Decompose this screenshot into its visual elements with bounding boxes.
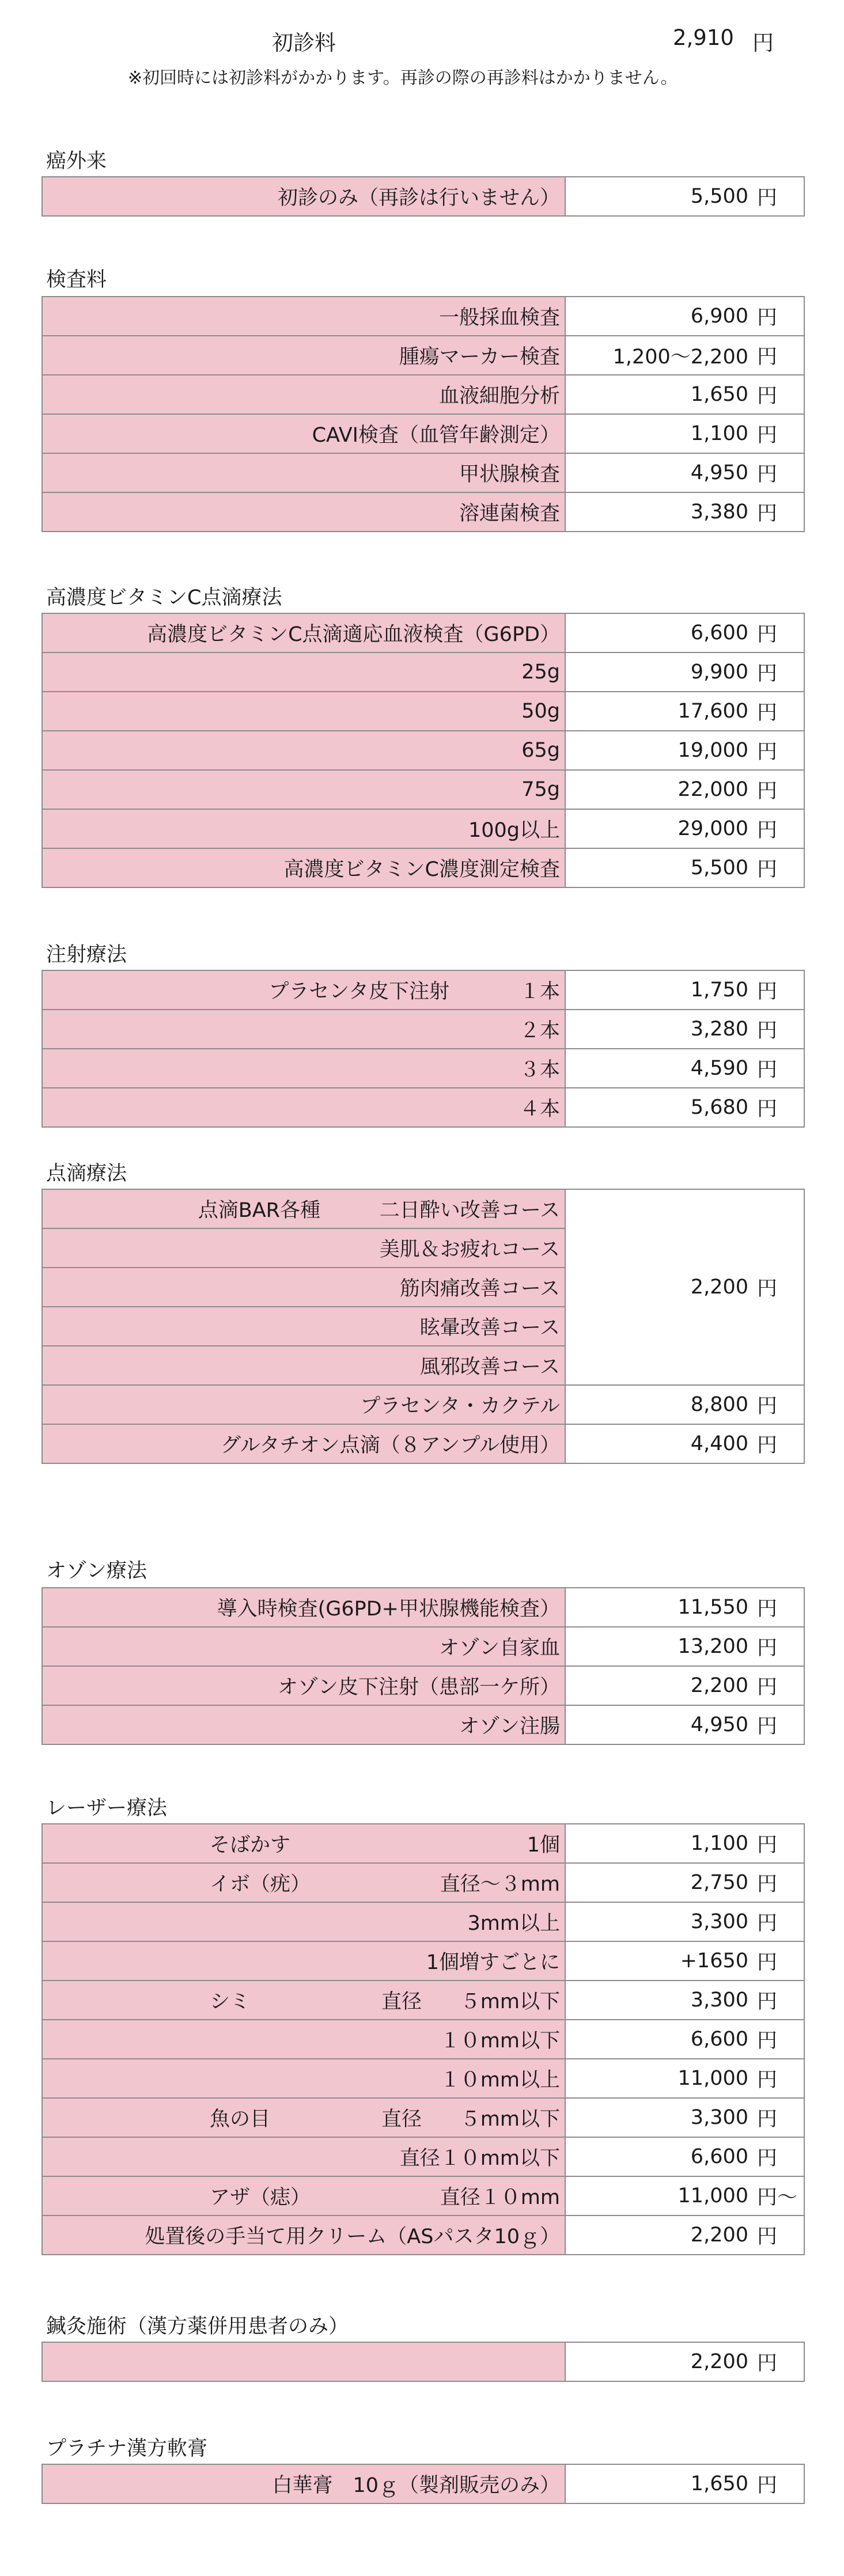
row-price	[565, 613, 804, 652]
price-unit: 円	[757, 1019, 778, 1042]
row-description	[42, 1863, 565, 1902]
laser-item: 魚の目	[210, 2108, 271, 2131]
table-row	[42, 1824, 804, 1863]
row-price	[565, 1385, 804, 1424]
row-description: 高濃度ビタミンC濃度測定検査	[42, 848, 565, 887]
table-row	[42, 1385, 804, 1424]
row-price	[565, 2464, 804, 2503]
price-unit: 円	[757, 502, 778, 525]
row-description: オゾン皮下注射（患部一ケ所）	[42, 1666, 565, 1705]
row-price	[565, 970, 804, 1010]
price-amount: 1,650	[690, 383, 748, 406]
table-row	[42, 1424, 804, 1463]
row-price	[565, 809, 804, 848]
price-unit: 円	[757, 1912, 778, 1935]
initial-fee-label: 初診料	[272, 31, 336, 55]
row-price	[565, 1088, 804, 1127]
row-price	[565, 453, 804, 492]
table-row	[42, 692, 804, 731]
row-price	[565, 1627, 804, 1666]
row-price	[565, 692, 804, 731]
table-vitamin-c	[41, 613, 805, 888]
price-unit: 円	[757, 1395, 778, 1418]
table-row	[42, 297, 804, 336]
price-amount: 6,600	[690, 2145, 748, 2168]
row-price	[565, 375, 804, 414]
price-amount: 5,500	[690, 856, 748, 879]
laser-spec: 直径１０mm	[440, 2186, 560, 2209]
row-description	[42, 1189, 565, 1228]
drip-course: 眩暈改善コース	[42, 1307, 565, 1346]
initial-fee-unit: 円	[752, 31, 774, 55]
table-row	[42, 2137, 804, 2176]
row-price	[565, 297, 804, 336]
table-row	[42, 1588, 804, 1627]
initial-fee-line	[0, 22, 844, 56]
row-description: 腫瘍マーカー検査	[42, 336, 565, 375]
price-unit: 円	[757, 819, 778, 842]
row-description	[42, 1824, 565, 1863]
price-unit: 円	[757, 1434, 778, 1457]
table-row	[42, 1941, 804, 1981]
table-row	[42, 848, 804, 887]
row-description: 一般採血検査	[42, 297, 565, 336]
price-unit: 円	[757, 2108, 778, 2131]
price-amount: 3,380	[690, 500, 748, 523]
initial-fee-note: ※初回時には初診料がかかります。再診の際の再診料はかかりません。	[128, 68, 678, 88]
price-unit: 円	[757, 1951, 778, 1974]
laser-spec: １０mm以下	[42, 2020, 565, 2059]
laser-spec: 1個増すごとに	[42, 1941, 565, 1981]
price-unit: 円〜	[757, 2186, 798, 2209]
price-unit: 円	[757, 1277, 778, 1300]
table-tests	[41, 296, 805, 532]
price-unit: 円	[757, 306, 778, 329]
price-amount: 2,200	[690, 2224, 748, 2247]
row-description: オゾン注腸	[42, 1705, 565, 1744]
table-row	[42, 375, 804, 414]
row-description	[42, 1010, 565, 1049]
table-injection	[41, 970, 805, 1128]
row-price	[565, 177, 804, 216]
price-amount: 1,650	[690, 2472, 748, 2495]
price-amount: 1,200〜2,200	[612, 346, 748, 369]
row-description	[42, 1049, 565, 1088]
price-amount: 1,100	[690, 1832, 748, 1855]
section-title-injection: 注射療法	[46, 943, 127, 966]
laser-spec: 直径〜３mm	[440, 1873, 560, 1896]
price-unit: 円	[757, 2147, 778, 2170]
row-description: 甲状腺検査	[42, 453, 565, 492]
price-amount: 17,600	[678, 700, 748, 723]
drip-course: 美肌＆お疲れコース	[42, 1228, 565, 1268]
price-unit: 円	[757, 2225, 778, 2248]
price-unit: 円	[757, 623, 778, 646]
price-amount: 3,300	[690, 2106, 748, 2129]
price-unit: 円	[757, 1098, 778, 1121]
table-laser	[41, 1823, 805, 2255]
row-price	[565, 652, 804, 692]
laser-spec: 3mm以上	[42, 1902, 565, 1941]
section-title-laser: レーザー療法	[46, 1797, 168, 1820]
table-ozone	[41, 1587, 805, 1745]
section-title-drip: 点滴療法	[46, 1162, 127, 1185]
laser-item: アザ（痣）	[210, 2186, 311, 2209]
row-price	[565, 770, 804, 809]
table-row	[42, 1981, 804, 2020]
price-amount: 3,280	[690, 1018, 748, 1041]
table-row	[42, 1666, 804, 1705]
table-row	[42, 492, 804, 532]
injection-count: １本	[519, 980, 560, 1003]
laser-item: イボ（疣）	[210, 1873, 311, 1896]
price-unit: 円	[757, 1834, 778, 1857]
price-amount: 22,000	[678, 778, 748, 801]
row-description: 50g	[42, 692, 565, 731]
price-amount: 5,500	[690, 185, 748, 208]
table-row	[42, 770, 804, 809]
price-unit: 円	[757, 2069, 778, 2092]
price-unit: 円	[757, 1990, 778, 2013]
row-price	[565, 1189, 804, 1385]
drip-course: 風邪改善コース	[42, 1346, 565, 1385]
table-row	[42, 1189, 804, 1228]
table-row	[42, 2464, 804, 2503]
laser-spec: 直径１０mm以下	[42, 2137, 565, 2176]
laser-prefix: 直径	[381, 1990, 422, 2013]
row-description: 65g	[42, 731, 565, 770]
table-row	[42, 1088, 804, 1127]
injection-count: ４本	[519, 1098, 560, 1121]
price-unit: 円	[757, 701, 778, 724]
laser-item: シミ	[210, 1990, 251, 2013]
row-price	[565, 414, 804, 453]
laser-spec: 処置後の手当て用クリーム（ASパスタ10ｇ）	[42, 2215, 565, 2255]
row-price	[565, 2059, 804, 2098]
price-unit: 円	[757, 385, 778, 408]
table-row	[42, 177, 804, 216]
price-amount: 3,300	[690, 1910, 748, 1933]
laser-item: そばかす	[210, 1834, 291, 1857]
price-amount: 2,200	[690, 1276, 748, 1299]
row-description	[42, 2342, 565, 2381]
row-description	[42, 1088, 565, 1127]
table-row	[42, 2098, 804, 2137]
price-amount: 4,590	[690, 1057, 748, 1080]
row-description: 初診のみ（再診は行いません）	[42, 177, 565, 216]
price-unit: 円	[757, 2352, 778, 2375]
row-description: グルタチオン点滴（８アンプル使用）	[42, 1424, 565, 1463]
table-row	[42, 1627, 804, 1666]
table-row	[42, 453, 804, 492]
section-title-vitamin-c: 高濃度ビタミンC点滴療法	[46, 586, 282, 609]
price-amount: 1,100	[690, 422, 748, 445]
price-unit: 円	[757, 662, 778, 685]
price-unit: 円	[757, 2474, 778, 2497]
price-amount: 4,950	[690, 461, 748, 484]
laser-spec: 1個	[527, 1834, 560, 1857]
section-title-acupuncture: 鍼灸施術（漢方薬併用患者のみ）	[46, 2315, 349, 2338]
laser-spec: １０mm以上	[42, 2059, 565, 2098]
table-row	[42, 2215, 804, 2255]
row-description: 高濃度ビタミンC点滴適応血液検査（G6PD）	[42, 613, 565, 652]
table-row	[42, 731, 804, 770]
row-price	[565, 2137, 804, 2176]
price-amount: 11,000	[678, 2067, 748, 2090]
price-unit: 円	[757, 1715, 778, 1738]
initial-fee-amount: 2,910	[673, 25, 734, 50]
row-price	[565, 492, 804, 532]
price-unit: 円	[757, 2029, 778, 2053]
row-price	[565, 1981, 804, 2020]
row-price	[565, 1424, 804, 1463]
section-title-cancer: 癌外来	[46, 150, 107, 173]
table-ointment	[41, 2464, 805, 2504]
injection-count: ２本	[519, 1019, 560, 1042]
table-row	[42, 1010, 804, 1049]
section-title-tests: 検査料	[46, 268, 107, 291]
price-unit: 円	[757, 1676, 778, 1699]
price-amount: 6,900	[690, 305, 748, 328]
price-unit: 円	[757, 1873, 778, 1896]
table-row	[42, 652, 804, 692]
section-title-ointment: プラチナ漢方軟膏	[46, 2437, 208, 2460]
price-unit: 円	[757, 1637, 778, 1660]
row-price	[565, 2176, 804, 2215]
row-price	[565, 2215, 804, 2255]
price-amount: 13,200	[678, 1635, 748, 1658]
row-description: 25g	[42, 652, 565, 692]
table-row	[42, 2059, 804, 2098]
row-price	[565, 336, 804, 375]
price-unit: 円	[757, 424, 778, 447]
table-row	[42, 1705, 804, 1744]
price-amount: 3,300	[690, 1989, 748, 2012]
row-price	[565, 2342, 804, 2381]
row-price	[565, 731, 804, 770]
price-unit: 円	[757, 463, 778, 486]
row-price	[565, 1824, 804, 1863]
drip-bar-label: 点滴BAR各種	[198, 1199, 320, 1222]
price-amount: 1,750	[690, 978, 748, 1001]
price-amount: 6,600	[690, 2028, 748, 2051]
price-unit: 円	[757, 346, 778, 369]
row-description	[42, 2176, 565, 2215]
price-amount: 4,400	[690, 1432, 748, 1455]
row-price	[565, 848, 804, 887]
row-price	[565, 2098, 804, 2137]
price-amount: 29,000	[678, 817, 748, 840]
table-row	[42, 1863, 804, 1902]
price-amount: 8,800	[690, 1393, 748, 1416]
laser-prefix: 直径	[381, 2108, 422, 2131]
price-amount: 2,750	[690, 1871, 748, 1894]
row-description	[42, 970, 565, 1010]
table-row	[42, 1902, 804, 1941]
row-price	[565, 1705, 804, 1744]
price-amount: 19,000	[678, 739, 748, 762]
row-price	[565, 1010, 804, 1049]
table-acupuncture	[41, 2342, 805, 2382]
price-amount: 11,000	[678, 2184, 748, 2207]
row-description: 75g	[42, 770, 565, 809]
table-row	[42, 414, 804, 453]
price-unit: 円	[757, 741, 778, 764]
row-price	[565, 1588, 804, 1627]
price-amount: 11,550	[678, 1596, 748, 1619]
injection-name: プラセンタ皮下注射	[268, 980, 449, 1003]
row-description: 導入時検査(G6PD+甲状腺機能検査）	[42, 1588, 565, 1627]
drip-course: 筋肉痛改善コース	[42, 1268, 565, 1307]
row-price	[565, 1902, 804, 1941]
price-amount: 9,900	[690, 661, 748, 684]
laser-spec: ５mm以下	[460, 1990, 560, 2013]
row-description: オゾン自家血	[42, 1627, 565, 1666]
row-description	[42, 1981, 565, 2020]
row-price	[565, 1666, 804, 1705]
row-description: 白華膏 10ｇ（製剤販売のみ）	[42, 2464, 565, 2503]
section-title-ozone: オゾン療法	[46, 1560, 147, 1583]
row-price	[565, 1863, 804, 1902]
table-row	[42, 1049, 804, 1088]
table-row	[42, 809, 804, 848]
price-unit: 円	[757, 187, 778, 210]
row-description	[42, 2098, 565, 2137]
price-unit: 円	[757, 858, 778, 881]
row-price	[565, 1941, 804, 1981]
injection-count: ３本	[519, 1059, 560, 1082]
price-amount: 6,600	[690, 621, 748, 644]
table-row	[42, 2020, 804, 2059]
price-unit: 円	[757, 780, 778, 803]
table-row	[42, 336, 804, 375]
price-amount: +1650	[680, 1949, 748, 1972]
price-amount: 2,200	[690, 1674, 748, 1697]
price-unit: 円	[757, 1059, 778, 1082]
row-description: CAVI検査（血管年齢測定）	[42, 414, 565, 453]
row-price	[565, 2020, 804, 2059]
table-drip	[41, 1189, 805, 1464]
price-amount: 5,680	[690, 1096, 748, 1119]
row-description: 100g以上	[42, 809, 565, 848]
row-description: 溶連菌検査	[42, 492, 565, 532]
table-row	[42, 970, 804, 1010]
table-row	[42, 2342, 804, 2381]
table-cancer	[41, 176, 805, 217]
price-amount: 2,200	[690, 2350, 748, 2373]
row-description: 血液細胞分析	[42, 375, 565, 414]
laser-spec: ５mm以下	[460, 2108, 560, 2131]
table-row	[42, 613, 804, 652]
price-unit: 円	[757, 980, 778, 1003]
price-unit: 円	[757, 1598, 778, 1621]
row-price	[565, 1049, 804, 1088]
drip-course: 二日酔い改善コース	[379, 1199, 560, 1222]
row-description: プラセンタ・カクテル	[42, 1385, 565, 1424]
price-amount: 4,950	[690, 1713, 748, 1736]
table-row	[42, 2176, 804, 2215]
